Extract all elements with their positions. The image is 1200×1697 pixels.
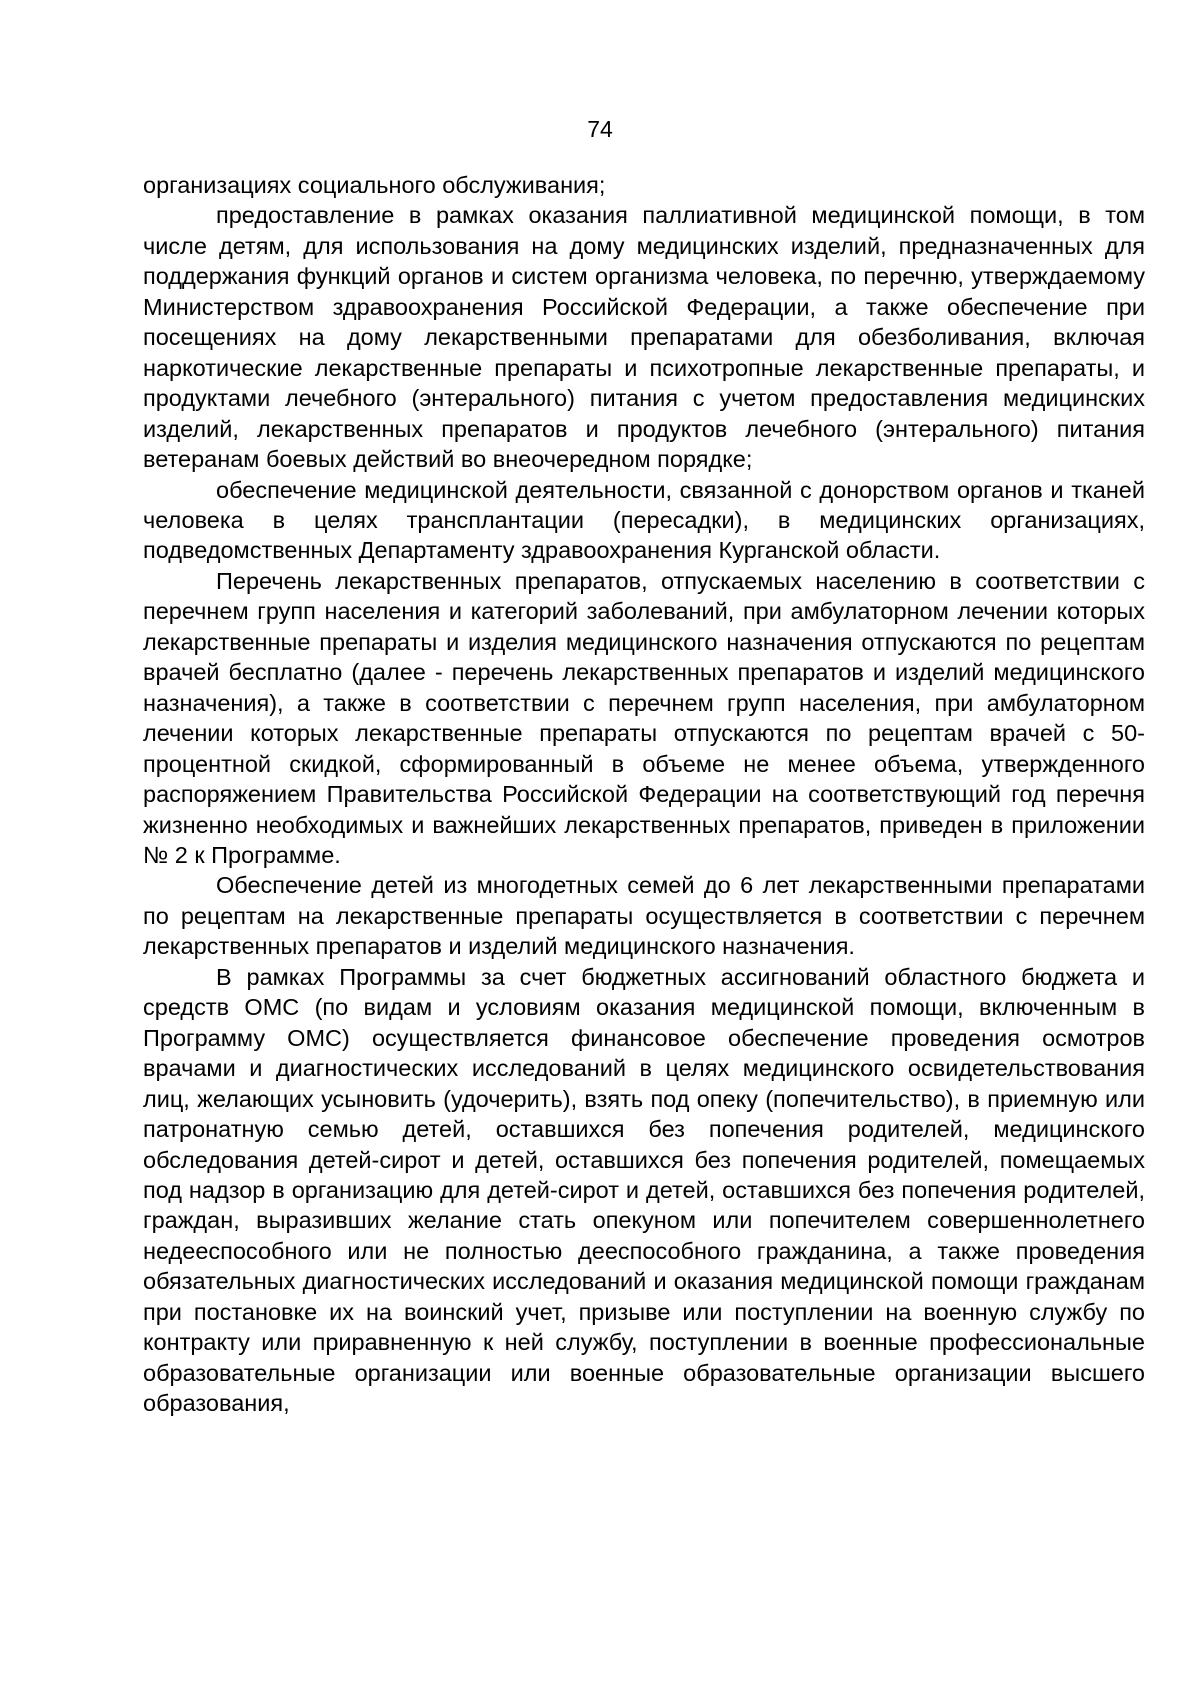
paragraph-palliative-care: предоставление в рамках оказания паллиативной медицинской помощи, в том числе детям, для использования на дому медицинских изделий, предназначенных для поддержания функций органов и систем организма человека, по перечню, утверждаемому Министерством здравоохранения Российской Федерации, а также обеспечение при посещениях на дому лекарственными препаратами для обезболивания, включая наркотические лекарственные препараты и психотропные лекарственные препараты, и продуктами лечебного (энтерального) питания с учетом предоставления медицинских изделий, лекарственных препаратов и продуктов лечебного (энтерального) питания ветеранам боевых действий во внеочередном порядке; — [143, 202, 1145, 473]
paragraph-organ-donation: обеспечение медицинской деятельности, связанной с донорством органов и тканей человека в целях трансплантации (пересадки), в медицинских организациях, подведомственных Департаменту здравоохранения Курганской области. — [143, 476, 1145, 564]
paragraph-drug-list: Перечень лекарственных препаратов, отпускаемых населению в соответствии с перечнем групп населения и категорий заболеваний, при амбулаторном лечении которых лекарственные препараты и изделия медицинского назначения отпускаются по рецептам врачей бесплатно (далее - перечень лекарственных препаратов и изделий медицинского назначения), а также в соответствии с перечнем групп населения, при амбулаторном лечении которых лекарственные препараты отпускаются по рецептам врачей с 50-процентной скидкой, сформированный в объеме не менее объема, утвержденного распоряжением Правительства Российской Федерации на соответствующий год перечня жизненно необходимых и важнейших лекарственных препаратов, приведен в приложении № 2 к Программе. — [143, 567, 1145, 868]
page-number: 74 — [587, 116, 613, 142]
paragraph-continuation: организациях социального обслуживания; — [143, 172, 606, 198]
paragraph-large-families: Обеспечение детей из многодетных семей до 6 лет лекарственными препаратами по рецептам на лекарственные препараты осуществляется в соответствии с перечнем лекарственных препаратов и изделий медицинского назначения. — [143, 872, 1145, 960]
document-body — [143, 170, 1145, 1419]
paragraph-program-financing: В рамках Программы за счет бюджетных ассигнований областного бюджета и средств ОМС (по видам и условиям оказания медицинской помощи, включенным в Программу ОМС) осуществляется финансовое обеспечение проведения осмотров врачами и диагностических исследований в целях медицинского освидетельствования лиц, желающих усыновить (удочерить), взять под опеку (попечительство), в приемную или патронатную семью детей, оставшихся без попечения родителей, медицинского обследования детей-сирот и детей, оставшихся без попечения родителей, помещаемых под надзор в организацию для детей-сирот и детей, оставшихся без попечения родителей, граждан, выразивших желание стать опекуном или попечителем совершеннолетнего недееспособного или не полностью дееспособного гражданина, а также проведения обязательных диагностических исследований и оказания медицинской помощи гражданам при постановке их на воинский учет, призыве или поступлении на военную службу по контракту или приравненную к ней службу, поступлении в военные профессиональные образовательные организации или военные образовательные организации высшего образования, — [143, 963, 1145, 1417]
